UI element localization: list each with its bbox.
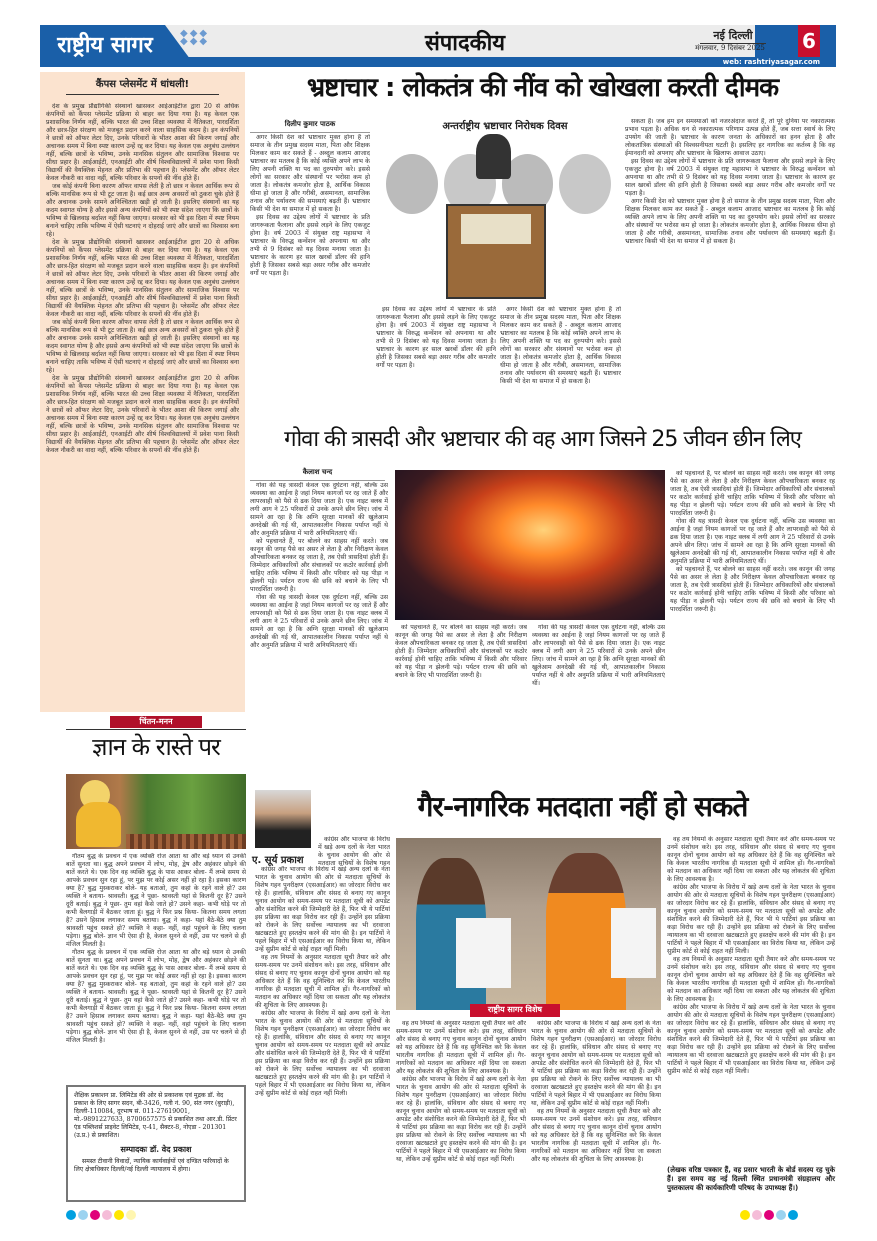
buddha-image <box>66 774 246 849</box>
chintan-body: गौतम बुद्ध के प्रवचन में एक व्यक्ति रोज आता था और बड़े ध्यान से उनकी बातें सुनता था। बुद्ध अपने प्रवचन में लोभ, मोह, द्वेष और अहंकार छोड़ने की बातें करते थे। एक दिन वह व्यक्ति बुद्ध के पास आकर बोला- मैं लम्बे समय से आपके प्रवचन सुन रहा हूं, पर मुझ पर कोई असर नहीं हो रहा है। इसका कारण क्या है? बुद्ध मुस्कराकर बोले- यह बताओ, तुम कहां के रहने वाले हो? उस व्यक्ति ने बताया- श्रावस्ती। बुद्ध ने पूछा- श्रावस्ती यहां से कितनी दूर है? उसने दूरी बताई। बुद्ध ने पूछा- तुम वहां कैसे जाते हो? उसने कहा- कभी घोड़े पर तो कभी बैलगाड़ी में बैठकर जाता हूं। बुद्ध ने फिर प्रश्न किया- कितना समय लगता है? उसने हिसाब लगाकर समय बताया। बुद्ध ने कहा- यहां बैठे-बैठे क्या तुम श्रावस्ती पहुंच सकते हो? व्यक्ति ने कहा- नहीं, वहां पहुंचने के लिए चलना पड़ेगा। बुद्ध बोले- ज्ञान भी ऐसा ही है, केवल सुनने से नहीं, उस पर चलने से ही मंजिल मिलती है। गौतम बुद्ध के प्रवचन में एक व्यक्ति रोज आता था और बड़े ध्यान से उनकी बातें सुनता था। बुद्ध अपने प्रवचन में लोभ, मोह, द्वेष और अहंकार छोड़ने की बातें करते थे। एक दिन वह व्यक्ति बुद्ध के पास आकर बोला- मैं लम्बे समय से आपके प्रवचन सुन रहा हूं, पर मुझ पर कोई असर नहीं हो रहा है। इसका कारण क्या है? बुद्ध मुस्कराकर बोले- यह बताओ, तुम कहां के रहने वाले हो? उस व्यक्ति ने बताया- श्रावस्ती। बुद्ध ने पूछा- श्रावस्ती यहां से कितनी दूर है? उसने दूरी बताई। बुद्ध ने पूछा- तुम वहां कैसे जाते हो? उसने कहा- कभी घोड़े पर तो कभी बैलगाड़ी में बैठकर जाता हूं। बुद्ध ने फिर प्रश्न किया- कितना समय लगता है? उसने हिसाब लगाकर समय बताया। बुद्ध ने कहा- यहां बैठे-बैठे क्या तुम श्रावस्ती पहुंच सकते हो? व्यक्ति ने कहा- नहीं, वहां पहुंचने के लिए चलना पड़ेगा। बुद्ध बोले- ज्ञान भी ऐसा ही है, केवल सुनने से नहीं, उस पर चलने से ही मंजिल मिलती है। <box>66 853 246 1044</box>
color-registration-marks <box>740 1205 800 1224</box>
editor-name: सम्पादकः डॉ. वेद प्रकाश <box>120 1144 192 1154</box>
edition-city: नई दिल्ली <box>700 28 766 44</box>
article2-col4: को पहचानते हैं, पर बोलने का साहस नहीं करते। जब कानून की जगह पैसे का असर ले लेता है और निरीक्षण केवल औपचारिकता बनकर रह जाता है, तब ऐसी त्रासदियां होती हैं। जिम्मेदार अधिकारियों और संचालकों पर कठोर कार्रवाई होनी चाहिए ताकि भविष्य में किसी और परिवार को यह पीड़ा न झेलनी पड़े। पर्यटन राज्य की छवि को बचाने के लिए भी पारदर्शिता जरूरी है। गोवा की यह त्रासदी केवल एक दुर्घटना नहीं, बल्कि उस व्यवस्था का आईना है जहां नियम कागजों पर रह जाते हैं और लापरवाही को पैसे से ढक दिया जाता है। एक नाइट क्लब में लगी आग ने 25 परिवारों से उनके अपने छीन लिए। जांच में सामने आ रहा है कि अग्नि सुरक्षा मानकों की खुलेआम अनदेखी की गई थी, आपातकालीन निकास पर्याप्त नहीं थे और अनुमति प्रक्रिया में भारी अनियमितताएं थीं। को पहचानते हैं, पर बोलने का साहस नहीं करते। जब कानून की जगह पैसे का असर ले लेता है और निरीक्षण केवल औपचारिकता बनकर रह जाता है, तब ऐसी त्रासदियां होती हैं। जिम्मेदार अधिकारियों और संचालकों पर कठोर कार्रवाई होनी चाहिए ताकि भविष्य में किसी और परिवार को यह पीड़ा न झेलनी पड़े। पर्यटन राज्य की छवि को बचाने के लिए भी पारदर्शिता जरूरी है। <box>670 470 835 613</box>
decorative-dots-icon: ◆◆◆ ◆◆◆ <box>180 28 210 47</box>
website-link[interactable]: web: rashtriyasagar.com <box>722 58 820 66</box>
article2-col1: गोवा की यह त्रासदी केवल एक दुर्घटना नहीं, बल्कि उस व्यवस्था का आईना है जहां नियम कागजों पर रह जाते हैं और लापरवाही को पैसे से ढक दिया जाता है। एक नाइट क्लब में लगी आग ने 25 परिवारों से उनके अपने छीन लिए। जांच में सामने आ रहा है कि अग्नि सुरक्षा मानकों की खुलेआम अनदेखी की गई थी, आपातकालीन निकास पर्याप्त नहीं थे और अनुमति प्रक्रिया में भारी अनियमितताएं थीं। को पहचानते हैं, पर बोलने का साहस नहीं करते। जब कानून की जगह पैसे का असर ले लेता है और निरीक्षण केवल औपचारिकता बनकर रह जाता है, तब ऐसी त्रासदियां होती हैं। जिम्मेदार अधिकारियों और संचालकों पर कठोर कार्रवाई होनी चाहिए ताकि भविष्य में किसी और परिवार को यह पीड़ा न झेलनी पड़े। पर्यटन राज्य की छवि को बचाने के लिए भी पारदर्शिता जरूरी है। गोवा की यह त्रासदी केवल एक दुर्घटना नहीं, बल्कि उस व्यवस्था का आईना है जहां नियम कागजों पर रह जाते हैं और लापरवाही को पैसे से ढक दिया जाता है। एक नाइट क्लब में लगी आग ने 25 परिवारों से उनके अपने छीन लिए। जांच में सामने आ रहा है कि अग्नि सुरक्षा मानकों की खुलेआम अनदेखी की गई थी, आपातकालीन निकास पर्याप्त नहीं थे और अनुमति प्रक्रिया में भारी अनियमितताएं थीं। <box>250 482 388 649</box>
author-photo <box>255 790 311 848</box>
campus-title: कैंपस प्लेसमेंट में धांधली! <box>66 76 219 95</box>
article1-col4: सकता है। जब हम इन समस्याओं को नजरअंदाज करते हैं, तो पूरे दुनिया पर नकारात्मक प्रभाव पड़ता है। अधिक धन से नकारात्मक परिणाम उत्पन्न होते हैं, जब सत्ता स्वार्थ के लिए उपयोग की जाती है। भ्रष्टाचार के कारण जनता के अधिकारों का हनन होता है और लोकतांत्रिक संस्थाओं की विश्वसनीयता घटती है। इसलिए हर नागरिक का कर्तव्य है कि वह ईमानदारी को अपनाए और भ्रष्टाचार के खिलाफ आवाज उठाए। इस दिवस का उद्देश्य लोगों में भ्रष्टाचार के प्रति जागरूकता फैलाना और इससे लड़ने के लिए एकजुट होना है। वर्ष 2003 में संयुक्त राष्ट्र महासभा ने भ्रष्टाचार के विरुद्ध कन्वेंशन को अपनाया था और तभी से 9 दिसंबर को यह दिवस मनाया जाता है। भ्रष्टाचार के कारण हर साल खरबों डॉलर की हानि होती है जिसका सबसे बड़ा असर गरीब और कमजोर वर्गों पर पड़ता है। अगर किसी देश को भ्रष्टाचार मुक्त होना है तो समाज के तीन प्रमुख सदस्य माता, पिता और शिक्षक मिलकर काम कर सकते हैं - अब्दुल कलाम आजाद भ्रष्टाचार का मतलब है कि कोई व्यक्ति अपने लाभ के लिए अपनी शक्ति या पद का दुरुपयोग करे। इससे लोगों का सरकार और संस्थानों पर भरोसा कम हो जाता है। लोकतंत्र कमजोर होता है, आर्थिक विकास धीमा हो जाता है और गरीबी, असमानता, सामाजिक तनाव और पर्यावरण की समस्याएं बढ़ती हैं। भ्रष्टाचार किसी भी देश या समाज में हो सकता है। <box>625 118 835 245</box>
page-number: 6 <box>798 25 820 57</box>
article3-headline: गैर-नागरिक मतदाता नहीं हो सकते <box>417 790 748 823</box>
article1-col3: अगर किसी देश को भ्रष्टाचार मुक्त होना है तो समाज के तीन प्रमुख सदस्य माता, पिता और शिक्षक मिलकर काम कर सकते हैं - अब्दुल कलाम आजाद भ्रष्टाचार का मतलब है कि कोई व्यक्ति अपने लाभ के लिए अपनी शक्ति या पद का दुरुपयोग करे। इससे लोगों का सरकार और संस्थानों पर भरोसा कम हो जाता है। लोकतंत्र कमजोर होता है, आर्थिक विकास धीमा हो जाता है और गरीबी, असमानता, सामाजिक तनाव और पर्यावरण की समस्याएं बढ़ती हैं। भ्रष्टाचार किसी भी देश या समाज में हो सकता है। <box>500 306 621 385</box>
article2-headline: गोवा की त्रासदी और भ्रष्टाचार की वह आग जिसने 25 जीवन छीन लिए <box>284 427 801 452</box>
article3-col2: वह तय नियमों के अनुसार मतदाता सूची तैयार करे और समय-समय पर उनमें संशोधन करे। इस तरह, संविधान और संसद से बनाए गए चुनाव कानून दोनों चुनाव आयोग को यह अधिकार देते हैं कि वह सुनिश्चित करे कि केवल भारतीय नागरिक ही मतदाता सूची में शामिल हों। गैर-नागरिकों को मतदान का अधिकार नहीं दिया जा सकता और यह लोकतंत्र की शुचिता के लिए आवश्यक है। कांग्रेस और भाजपा के विरोध में खड़े अन्य दलों के नेता भारत के चुनाव आयोग की ओर से मतदाता सूचियों के विशेष गहन पुनरीक्षण (एसआईआर) का जोरदार विरोध कर रहे हैं। हालांकि, संविधान और संसद से बनाए गए कानून चुनाव आयोग को समय-समय पर मतदाता सूची को अपडेट और संशोधित करने की जिम्मेदारी देते हैं, फिर भी ये पार्टियां इस प्रक्रिया का कड़ा विरोध कर रही हैं। उन्होंने इस प्रक्रिया को रोकने के लिए सर्वोच्च न्यायालय का भी दरवाजा खटखटाते हुए हस्तक्षेप करने की मांग की है। इन पार्टियों ने पहले बिहार में भी एसआईआर का विरोध किया था, लेकिन उन्हें सुप्रीम कोर्ट से कोई राहत नहीं मिली। <box>396 1020 526 1163</box>
article3-col4: वह तय नियमों के अनुसार मतदाता सूची तैयार करे और समय-समय पर उनमें संशोधन करे। इस तरह, संविधान और संसद से बनाए गए चुनाव कानून दोनों चुनाव आयोग को यह अधिकार देते हैं कि वह सुनिश्चित करे कि केवल भारतीय नागरिक ही मतदाता सूची में शामिल हों। गैर-नागरिकों को मतदान का अधिकार नहीं दिया जा सकता और यह लोकतंत्र की शुचिता के लिए आवश्यक है। कांग्रेस और भाजपा के विरोध में खड़े अन्य दलों के नेता भारत के चुनाव आयोग की ओर से मतदाता सूचियों के विशेष गहन पुनरीक्षण (एसआईआर) का जोरदार विरोध कर रहे हैं। हालांकि, संविधान और संसद से बनाए गए कानून चुनाव आयोग को समय-समय पर मतदाता सूची को अपडेट और संशोधित करने की जिम्मेदारी देते हैं, फिर भी ये पार्टियां इस प्रक्रिया का कड़ा विरोध कर रही हैं। उन्होंने इस प्रक्रिया को रोकने के लिए सर्वोच्च न्यायालय का भी दरवाजा खटखटाते हुए हस्तक्षेप करने की मांग की है। इन पार्टियों ने पहले बिहार में भी एसआईआर का विरोध किया था, लेकिन उन्हें सुप्रीम कोर्ट से कोई राहत नहीं मिली। वह तय नियमों के अनुसार मतदाता सूची तैयार करे और समय-समय पर उनमें संशोधन करे। इस तरह, संविधान और संसद से बनाए गए चुनाव कानून दोनों चुनाव आयोग को यह अधिकार देते हैं कि वह सुनिश्चित करे कि केवल भारतीय नागरिक ही मतदाता सूची में शामिल हों। गैर-नागरिकों को मतदान का अधिकार नहीं दिया जा सकता और यह लोकतंत्र की शुचिता के लिए आवश्यक है। कांग्रेस और भाजपा के विरोध में खड़े अन्य दलों के नेता भारत के चुनाव आयोग की ओर से मतदाता सूचियों के विशेष गहन पुनरीक्षण (एसआईआर) का जोरदार विरोध कर रहे हैं। हालांकि, संविधान और संसद से बनाए गए कानून चुनाव आयोग को समय-समय पर मतदाता सूची को अपडेट और संशोधित करने की जिम्मेदारी देते हैं, फिर भी ये पार्टियां इस प्रक्रिया का कड़ा विरोध कर रही हैं। उन्होंने इस प्रक्रिया को रोकने के लिए सर्वोच्च न्यायालय का भी दरवाजा खटखटाते हुए हस्तक्षेप करने की मांग की है। इन पार्टियों ने पहले बिहार में भी एसआईआर का विरोध किया था, लेकिन उन्हें सुप्रीम कोर्ट से कोई राहत नहीं मिली। <box>667 836 835 1075</box>
article1-headline: भ्रष्टाचार : लोकतंत्र की नींव को खोखला करती दीमक <box>306 73 779 103</box>
article1-author: दिलीप कुमार पाठक <box>250 120 370 133</box>
voters-photo <box>396 838 661 1010</box>
article3-intro: कांग्रेस और भाजपा के विरोध में खड़े अन्य दलों के नेता भारत के चुनाव आयोग की ओर से मतदाता सूचियों के विशेष गहन <box>318 836 390 866</box>
edition-date: मंगलवार, 9 दिसंबर 2025 <box>695 44 765 52</box>
article3-col3: कांग्रेस और भाजपा के विरोध में खड़े अन्य दलों के नेता भारत के चुनाव आयोग की ओर से मतदाता सूचियों के विशेष गहन पुनरीक्षण (एसआईआर) का जोरदार विरोध कर रहे हैं। हालांकि, संविधान और संसद से बनाए गए कानून चुनाव आयोग को समय-समय पर मतदाता सूची को अपडेट और संशोधित करने की जिम्मेदारी देते हैं, फिर भी ये पार्टियां इस प्रक्रिया का कड़ा विरोध कर रही हैं। उन्होंने इस प्रक्रिया को रोकने के लिए सर्वोच्च न्यायालय का भी दरवाजा खटखटाते हुए हस्तक्षेप करने की मांग की है। इन पार्टियों ने पहले बिहार में भी एसआईआर का विरोध किया था, लेकिन उन्हें सुप्रीम कोर्ट से कोई राहत नहीं मिली। वह तय नियमों के अनुसार मतदाता सूची तैयार करे और समय-समय पर उनमें संशोधन करे। इस तरह, संविधान और संसद से बनाए गए चुनाव कानून दोनों चुनाव आयोग को यह अधिकार देते हैं कि वह सुनिश्चित करे कि केवल भारतीय नागरिक ही मतदाता सूची में शामिल हों। गैर-नागरिकों को मतदान का अधिकार नहीं दिया जा सकता और यह लोकतंत्र की शुचिता के लिए आवश्यक है। <box>531 1020 661 1163</box>
article1-col2: इस दिवस का उद्देश्य लोगों में भ्रष्टाचार के प्रति जागरूकता फैलाना और इससे लड़ने के लिए एकजुट होना है। वर्ष 2003 में संयुक्त राष्ट्र महासभा ने भ्रष्टाचार के विरुद्ध कन्वेंशन को अपनाया था और तभी से 9 दिसंबर को यह दिवस मनाया जाता है। भ्रष्टाचार के कारण हर साल खरबों डॉलर की हानि होती है जिसका सबसे बड़ा असर गरीब और कमजोर वर्गों पर पड़ता है। <box>376 306 496 369</box>
article3-author: ए. सूर्य प्रकाश <box>252 855 304 866</box>
campus-editorial <box>40 72 245 712</box>
imprint-box: शैक्षिक प्रकाशन प्रा. लिमिटेड की ओर से प्रकाशक एवं मुद्रक डॉ. वेद प्रकाश के लिए सागर सदन, बी-3426, गली नं. 90, संत नगर (बुराड़ी), दिल्ली-110084, दूरभाष सं. 011-27619001, मो.-9891227633, 8700657575 से प्रकाशित तथा आर.डी. प्रिंटर एंड पब्लिशर्स प्राइवेट लिमिटेड, ए-41, सैक्टर-8, नोएडा - 201301 (उ.प्र.) से प्रकाशित। सम्पादकः डॉ. वेद प्रकाश समस्त टीवानी विवादों, न्यायिक कार्यवाईयों एवं दण्डित फरियादों के लिए क्षेत्राधिकार दिल्ली/नई दिल्ली न्यायालय में होगा। <box>66 1085 246 1202</box>
newspaper-logo: राष्ट्रीय सागर <box>57 33 153 58</box>
section-title: संपादकीय <box>424 31 506 56</box>
divider <box>66 729 246 730</box>
author-note: (लेखक वरिष्ठ पत्रकार हैं, वह प्रसार भारती के बोर्ड सदस्य रह चुके हैं। इस समय वह नई दिल्ली स्थित प्रधानमंत्री संग्रहालय और पुस्तकालय की कार्यकारिणी परिषद के उपाध्यक्ष हैं।) <box>667 1166 835 1192</box>
campus-body: देश के प्रमुख प्रौद्योगिकी संस्थानों खासकर आईआईटीज द्वारा 20 से अधिक कंपनियों को कैंपस प्लेसमेंट प्रक्रिया से बाहर कर दिया गया है। यह केवल एक प्रशासनिक निर्णय नहीं, बल्कि भारत की उच्च शिक्षा व्यवस्था में नैतिकता, पारदर्शिता और छात्र-हित संरक्षण को मजबूत प्रदान करने वाला साहसिक कदम है। इन कंपनियों ने छात्रों को ऑफर लेटर दिए, उनके परिवारों के भीतर आशा की किरण जगाई और अचानक समय में बिना स्पष्ट कारण उन्हें रद्द कर दिया। यह केवल एक अनुबंध उल्लंघन नहीं, बल्कि छात्रों के भविष्य, उनके मानसिक संतुलन और सामाजिक विश्वास पर सीधा प्रहार है। आईआईटी, एनआईटी और शीर्ष विश्वविद्यालयों में प्रवेश पाना किसी विद्यार्थी की वैयक्तिक मेहनत और प्रतिभा की पहचान है। प्लेसमेंट और ऑफर लेटर केवल नौकरी का वादा नहीं, बल्कि परिवार के सपनों की नींव होते हैं। जब कोई कंपनी बिना कारण ऑफर वापस लेती है तो छात्र न केवल आर्थिक रूप से बल्कि मानसिक रूप से भी टूट जाता है। कई छात्र अन्य अवसरों को ठुकरा चुके होते हैं और अचानक उनके सामने अनिश्चितता खड़ी हो जाती है। इसलिए संस्थानों का यह कदम स्वागत योग्य है और इससे अन्य कंपनियों को भी स्पष्ट संदेश जाएगा कि छात्रों के भविष्य से खिलवाड़ बर्दाश्त नहीं किया जाएगा। सरकार को भी इस दिशा में स्पष्ट नियम बनाने चाहिए ताकि भविष्य में ऐसी घटनाएं न दोहराई जाएं और छात्रों का विश्वास बना रहे। देश के प्रमुख प्रौद्योगिकी संस्थानों खासकर आईआईटीज द्वारा 20 से अधिक कंपनियों को कैंपस प्लेसमेंट प्रक्रिया से बाहर कर दिया गया है। यह केवल एक प्रशासनिक निर्णय नहीं, बल्कि भारत की उच्च शिक्षा व्यवस्था में नैतिकता, पारदर्शिता और छात्र-हित संरक्षण को मजबूत प्रदान करने वाला साहसिक कदम है। इन कंपनियों ने छात्रों को ऑफर लेटर दिए, उनके परिवारों के भीतर आशा की किरण जगाई और अचानक समय में बिना स्पष्ट कारण उन्हें रद्द कर दिया। यह केवल एक अनुबंध उल्लंघन नहीं, बल्कि छात्रों के भविष्य, उनके मानसिक संतुलन और सामाजिक विश्वास पर सीधा प्रहार है। आईआईटी, एनआईटी और शीर्ष विश्वविद्यालयों में प्रवेश पाना किसी विद्यार्थी की वैयक्तिक मेहनत और प्रतिभा की पहचान है। प्लेसमेंट और ऑफर लेटर केवल नौकरी का वादा नहीं, बल्कि परिवार के सपनों की नींव होते हैं। जब कोई कंपनी बिना कारण ऑफर वापस लेती है तो छात्र न केवल आर्थिक रूप से बल्कि मानसिक रूप से भी टूट जाता है। कई छात्र अन्य अवसरों को ठुकरा चुके होते हैं और अचानक उनके सामने अनिश्चितता खड़ी हो जाती है। इसलिए संस्थानों का यह कदम स्वागत योग्य है और इससे अन्य कंपनियों को भी स्पष्ट संदेश जाएगा कि छात्रों के भविष्य से खिलवाड़ बर्दाश्त नहीं किया जाएगा। सरकार को भी इस दिशा में स्पष्ट नियम बनाने चाहिए ताकि भविष्य में ऐसी घटनाएं न दोहराई जाएं और छात्रों का विश्वास बना रहे। देश के प्रमुख प्रौद्योगिकी संस्थानों खासकर आईआईटीज द्वारा 20 से अधिक कंपनियों को कैंपस प्लेसमेंट प्रक्रिया से बाहर कर दिया गया है। यह केवल एक प्रशासनिक निर्णय नहीं, बल्कि भारत की उच्च शिक्षा व्यवस्था में नैतिकता, पारदर्शिता और छात्र-हित संरक्षण को मजबूत प्रदान करने वाला साहसिक कदम है। इन कंपनियों ने छात्रों को ऑफर लेटर दिए, उनके परिवारों के भीतर आशा की किरण जगाई और अचानक समय में बिना स्पष्ट कारण उन्हें रद्द कर दिया। यह केवल एक अनुबंध उल्लंघन नहीं, बल्कि छात्रों के भविष्य, उनके मानसिक संतुलन और सामाजिक विश्वास पर सीधा प्रहार है। आईआईटी, एनआईटी और शीर्ष विश्वविद्यालयों में प्रवेश पाना किसी विद्यार्थी की वैयक्तिक मेहनत और प्रतिभा की पहचान है। प्लेसमेंट और ऑफर लेटर केवल नौकरी का वादा नहीं, बल्कि परिवार के सपनों की नींव होते हैं। <box>46 103 239 454</box>
chintan-label: चिंतन-मनन <box>110 716 202 728</box>
article1-subtitle: अन्तर्राष्ट्रीय भ्रष्टाचार निरोधक दिवस <box>442 121 568 132</box>
photo-tag: राष्ट्रीय सागर विशेष <box>470 1004 560 1017</box>
fire-image <box>395 470 665 620</box>
color-registration-marks <box>66 1205 138 1224</box>
article3-col1: कांग्रेस और भाजपा के विरोध में खड़े अन्य दलों के नेता भारत के चुनाव आयोग की ओर से मतदाता सूचियों के विशेष गहन पुनरीक्षण (एसआईआर) का जोरदार विरोध कर रहे हैं। हालांकि, संविधान और संसद से बनाए गए कानून चुनाव आयोग को समय-समय पर मतदाता सूची को अपडेट और संशोधित करने की जिम्मेदारी देते हैं, फिर भी ये पार्टियां इस प्रक्रिया का कड़ा विरोध कर रही हैं। उन्होंने इस प्रक्रिया को रोकने के लिए सर्वोच्च न्यायालय का भी दरवाजा खटखटाते हुए हस्तक्षेप करने की मांग की है। इन पार्टियों ने पहले बिहार में भी एसआईआर का विरोध किया था, लेकिन उन्हें सुप्रीम कोर्ट से कोई राहत नहीं मिली। वह तय नियमों के अनुसार मतदाता सूची तैयार करे और समय-समय पर उनमें संशोधन करे। इस तरह, संविधान और संसद से बनाए गए चुनाव कानून दोनों चुनाव आयोग को यह अधिकार देते हैं कि वह सुनिश्चित करे कि केवल भारतीय नागरिक ही मतदाता सूची में शामिल हों। गैर-नागरिकों को मतदान का अधिकार नहीं दिया जा सकता और यह लोकतंत्र की शुचिता के लिए आवश्यक है। कांग्रेस और भाजपा के विरोध में खड़े अन्य दलों के नेता भारत के चुनाव आयोग की ओर से मतदाता सूचियों के विशेष गहन पुनरीक्षण (एसआईआर) का जोरदार विरोध कर रहे हैं। हालांकि, संविधान और संसद से बनाए गए कानून चुनाव आयोग को समय-समय पर मतदाता सूची को अपडेट और संशोधित करने की जिम्मेदारी देते हैं, फिर भी ये पार्टियां इस प्रक्रिया का कड़ा विरोध कर रही हैं। उन्होंने इस प्रक्रिया को रोकने के लिए सर्वोच्च न्यायालय का भी दरवाजा खटखटाते हुए हस्तक्षेप करने की मांग की है। इन पार्टियों ने पहले बिहार में भी एसआईआर का विरोध किया था, लेकिन उन्हें सुप्रीम कोर्ट से कोई राहत नहीं मिली। <box>255 866 390 1097</box>
article1-col1: अगर किसी देश को भ्रष्टाचार मुक्त होना है तो समाज के तीन प्रमुख सदस्य माता, पिता और शिक्षक मिलकर काम कर सकते हैं - अब्दुल कलाम आजाद भ्रष्टाचार का मतलब है कि कोई व्यक्ति अपने लाभ के लिए अपनी शक्ति या पद का दुरुपयोग करे। इससे लोगों का सरकार और संस्थानों पर भरोसा कम हो जाता है। लोकतंत्र कमजोर होता है, आर्थिक विकास धीमा हो जाता है और गरीबी, असमानता, सामाजिक तनाव और पर्यावरण की समस्याएं बढ़ती हैं। भ्रष्टाचार किसी भी देश या समाज में हो सकता है। इस दिवस का उद्देश्य लोगों में भ्रष्टाचार के प्रति जागरूकता फैलाना और इससे लड़ने के लिए एकजुट होना है। वर्ष 2003 में संयुक्त राष्ट्र महासभा ने भ्रष्टाचार के विरुद्ध कन्वेंशन को अपनाया था और तभी से 9 दिसंबर को यह दिवस मनाया जाता है। भ्रष्टाचार के कारण हर साल खरबों डॉलर की हानि होती है जिसका सबसे बड़ा असर गरीब और कमजोर वर्गों पर पड़ता है। <box>250 134 370 277</box>
corruption-cartoon <box>376 134 621 304</box>
chintan-headline: ज्ञान के रास्ते पर <box>92 733 220 761</box>
article2-col2: को पहचानते हैं, पर बोलने का साहस नहीं करते। जब कानून की जगह पैसे का असर ले लेता है और निरीक्षण केवल औपचारिकता बनकर रह जाता है, तब ऐसी त्रासदियां होती हैं। जिम्मेदार अधिकारियों और संचालकों पर कठोर कार्रवाई होनी चाहिए ताकि भविष्य में किसी और परिवार को यह पीड़ा न झेलनी पड़े। पर्यटन राज्य की छवि को बचाने के लिए भी पारदर्शिता जरूरी है। <box>395 624 527 679</box>
article2-col3: गोवा की यह त्रासदी केवल एक दुर्घटना नहीं, बल्कि उस व्यवस्था का आईना है जहां नियम कागजों पर रह जाते हैं और लापरवाही को पैसे से ढक दिया जाता है। एक नाइट क्लब में लगी आग ने 25 परिवारों से उनके अपने छीन लिए। जांच में सामने आ रहा है कि अग्नि सुरक्षा मानकों की खुलेआम अनदेखी की गई थी, आपातकालीन निकास पर्याप्त नहीं थे और अनुमति प्रक्रिया में भारी अनियमितताएं थीं। <box>532 624 665 687</box>
article2-author: कैलाश चन्द <box>250 468 385 481</box>
